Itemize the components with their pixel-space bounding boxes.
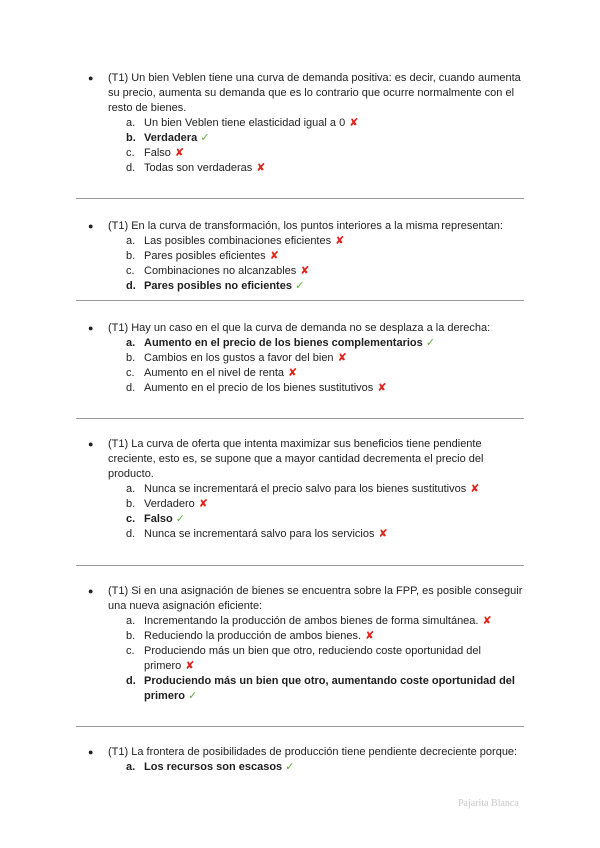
option-label: b. xyxy=(126,352,136,364)
option-label: a. xyxy=(126,615,136,627)
divider xyxy=(76,198,524,199)
option-label: a. xyxy=(126,235,136,247)
cross-icon: ✘ xyxy=(365,630,375,642)
option-a xyxy=(0,116,524,131)
question-1 xyxy=(0,71,600,176)
option-label: d. xyxy=(126,382,136,394)
option-label: a. xyxy=(126,761,136,773)
check-icon: ✓ xyxy=(187,690,198,702)
option-text: Combinaciones no alcanzables xyxy=(144,265,297,277)
option-label: a. xyxy=(126,117,136,129)
bullet-icon: ● xyxy=(88,439,94,449)
option-text: Produciendo más un bien que otro, reduciendo coste oportunidad del primero xyxy=(144,645,481,672)
option-label: d. xyxy=(126,675,136,687)
check-icon: ✓ xyxy=(294,280,305,292)
question-6-stem xyxy=(0,745,524,760)
option-d xyxy=(0,161,524,176)
question-3-stem xyxy=(0,321,524,336)
option-text: Reduciendo la producción de ambos bienes. xyxy=(144,630,362,642)
question-text: (T1) Si en una asignación de bienes se encuentra sobre la FPP, es posible conseguir una nueva asignación eficiente: xyxy=(108,585,523,612)
option-a xyxy=(0,234,524,249)
option-text: Nunca se incrementará salvo para los servicios xyxy=(144,528,375,540)
divider xyxy=(76,726,524,727)
option-c xyxy=(0,644,524,674)
check-icon: ✓ xyxy=(200,132,210,144)
option-text: Verdadera xyxy=(144,132,198,144)
option-text: Cambios en los gustos a favor del bien xyxy=(144,352,334,364)
question-3 xyxy=(0,321,600,396)
bullet-icon: ● xyxy=(88,73,94,83)
option-b xyxy=(0,497,524,512)
cross-icon: ✘ xyxy=(337,352,347,364)
question-5-stem xyxy=(0,584,524,614)
question-4 xyxy=(0,437,600,542)
option-c xyxy=(0,264,524,279)
question-1-stem xyxy=(0,71,524,116)
question-text: (T1) La frontera de posibilidades de producción tiene pendiente decreciente porque: xyxy=(108,746,518,758)
cross-icon: ✘ xyxy=(198,498,208,510)
option-d-correct xyxy=(0,279,524,294)
option-label: a. xyxy=(126,337,136,349)
footer-watermark: Pajarita Blanca xyxy=(458,798,519,809)
option-b-correct xyxy=(0,131,524,146)
cross-icon: ✘ xyxy=(174,147,185,159)
cross-icon: ✘ xyxy=(269,250,279,262)
question-text: (T1) Un bien Veblen tiene una curva de demanda positiva: es decir, cuando aumenta su precio, aumenta su demanda que es lo contrario que ocurre normalmente con el resto de bienes. xyxy=(108,72,521,114)
question-2 xyxy=(0,219,600,294)
option-text: Falso xyxy=(144,147,171,159)
option-b xyxy=(0,351,524,366)
divider xyxy=(76,418,524,419)
question-2-stem xyxy=(0,219,524,234)
option-text: Aumento en el precio de los bienes sustitutivos xyxy=(144,382,374,394)
bullet-icon: ● xyxy=(88,747,94,757)
cross-icon: ✘ xyxy=(256,162,266,174)
option-label: a. xyxy=(126,483,136,495)
divider xyxy=(76,300,524,301)
option-a xyxy=(0,614,524,629)
option-label: d. xyxy=(126,280,136,292)
option-text: Aumento en el nivel de renta xyxy=(144,367,285,379)
question-text: (T1) Hay un caso en el que la curva de demanda no se desplaza a la derecha: xyxy=(108,322,491,334)
option-text: Pares posibles eficientes xyxy=(144,250,266,262)
option-text: Incrementando la producción de ambos bienes de forma simultánea. xyxy=(144,615,479,627)
option-a-correct xyxy=(0,336,524,351)
cross-icon: ✘ xyxy=(377,382,387,394)
option-text: Un bien Veblen tiene elasticidad igual a 0 xyxy=(144,117,346,129)
cross-icon: ✘ xyxy=(482,615,492,627)
option-text: Produciendo más un bien que otro, aumentando coste oportunidad del primero xyxy=(144,675,515,702)
bullet-icon: ● xyxy=(88,221,94,231)
option-label: d. xyxy=(126,528,136,540)
cross-icon: ✘ xyxy=(335,235,345,247)
option-label: c. xyxy=(126,147,135,159)
option-text: Aumento en el precio de los bienes complementarios xyxy=(144,337,423,349)
cross-icon: ✘ xyxy=(378,528,388,540)
cross-icon: ✘ xyxy=(288,367,298,379)
divider xyxy=(76,565,524,566)
option-a-correct xyxy=(0,760,524,775)
option-label: c. xyxy=(126,513,136,525)
option-label: c. xyxy=(126,367,135,379)
option-text: Todas son verdaderas xyxy=(144,162,253,174)
question-6 xyxy=(0,745,600,775)
question-5 xyxy=(0,584,600,704)
option-d-correct xyxy=(0,674,524,704)
option-label: b. xyxy=(126,498,136,510)
option-d xyxy=(0,527,524,542)
option-text: Verdadero xyxy=(144,498,195,510)
option-label: c. xyxy=(126,265,135,277)
option-c xyxy=(0,146,524,161)
question-text: (T1) La curva de oferta que intenta maximizar sus beneficios tiene pendiente creciente, esto es, se supone que a mayor cantidad decrementa el precio del producto. xyxy=(108,438,484,480)
question-4-stem xyxy=(0,437,524,482)
cross-icon: ✘ xyxy=(470,483,480,495)
option-label: b. xyxy=(126,630,136,642)
option-text: Los recursos son escasos xyxy=(144,761,283,773)
option-d xyxy=(0,381,524,396)
option-c xyxy=(0,366,524,381)
option-label: d. xyxy=(126,162,136,174)
cross-icon: ✘ xyxy=(185,660,195,672)
option-c-correct xyxy=(0,512,524,527)
check-icon: ✓ xyxy=(285,761,295,773)
cross-icon: ✘ xyxy=(300,265,310,277)
option-b xyxy=(0,249,524,264)
bullet-icon: ● xyxy=(88,586,94,596)
check-icon: ✓ xyxy=(425,337,435,349)
check-icon: ✓ xyxy=(175,513,185,525)
option-text: Las posibles combinaciones eficientes xyxy=(144,235,332,247)
option-label: c. xyxy=(126,645,135,657)
bullet-icon: ● xyxy=(88,323,94,333)
option-text: Falso xyxy=(144,513,173,525)
option-text: Nunca se incrementará el precio salvo para los bienes sustitutivos xyxy=(144,483,467,495)
option-b xyxy=(0,629,524,644)
option-label: b. xyxy=(126,250,136,262)
cross-icon: ✘ xyxy=(349,117,359,129)
option-text: Pares posibles no eficientes xyxy=(144,280,292,292)
question-text: (T1) En la curva de transformación, los puntos interiores a la misma representan: xyxy=(108,220,503,232)
option-a xyxy=(0,482,524,497)
option-label: b. xyxy=(126,132,136,144)
